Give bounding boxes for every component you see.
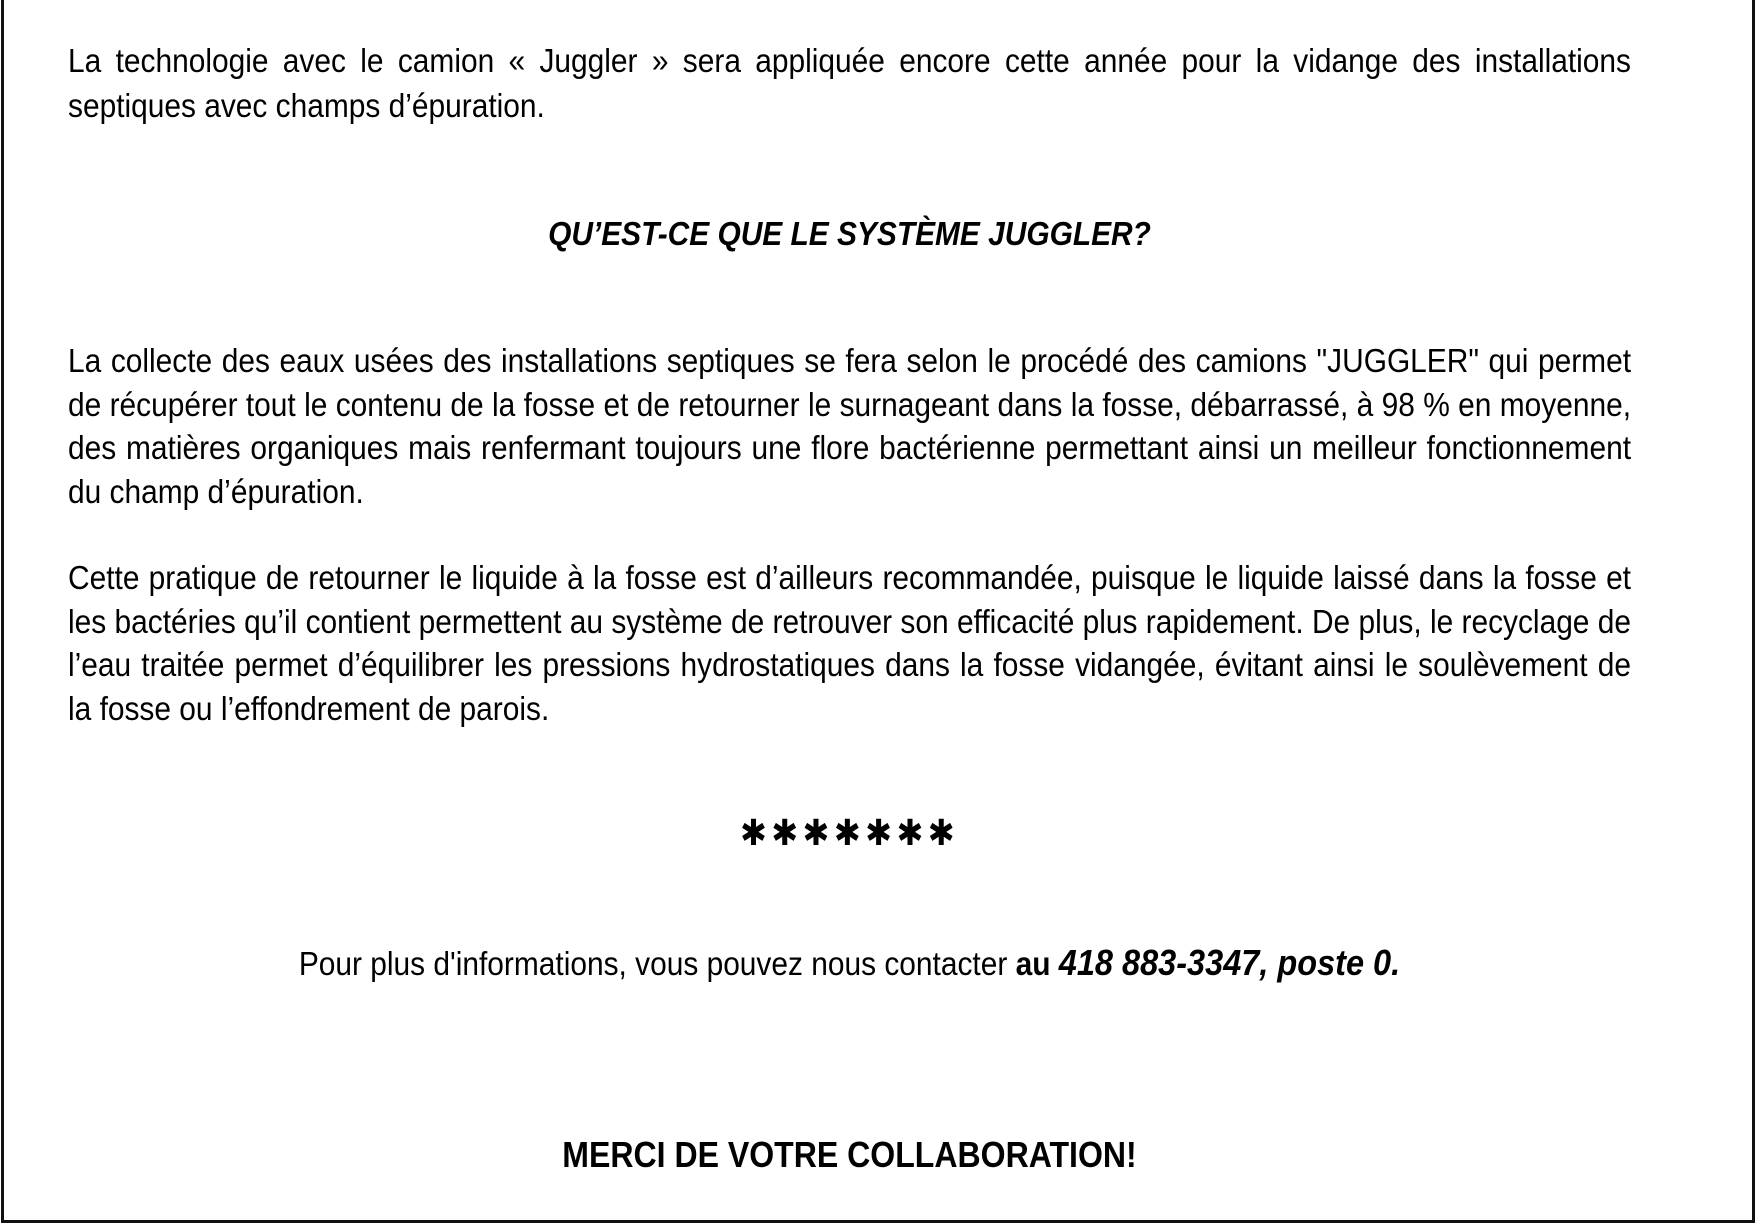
contact-text: Pour plus d'informations, vous pouvez nous contacter (298, 946, 1016, 983)
contact-au: au (1015, 946, 1059, 983)
intro-paragraph: La technologie avec le camion « Juggler » sera appliquée encore cette année pour la vidange des installations septiques avec champs d’épuration. (68, 43, 1631, 125)
content-column (68, 0, 1631, 1224)
closing-message: MERCI DE VOTRE COLLABORATION! (562, 1134, 1137, 1175)
collecte-paragraph: La collecte des eaux usées des installations septiques se fera selon le procédé des camions "JUGGLER" qui permet de récupérer tout le contenu de la fosse et de retourner le surnageant dans la fosse, débarrassé, à 98 % en moyenne, des matières organiques mais renfermant toujours une flore bactérienne permettant ainsi un meilleur fonctionnement du champ d’épuration. (68, 343, 1631, 512)
contact-phone-number: 418 883-3347, poste 0. (1058, 942, 1401, 983)
contact-line (68, 939, 1631, 989)
section-heading: QU’EST-CE QUE LE SYSTÈME JUGGLER? (548, 216, 1151, 253)
pratique-paragraph: Cette pratique de retourner le liquide à la fosse est d’ailleurs recommandée, puisque le liquide laissé dans la fosse et les bactéries qu’il contient permettent au système de retrouver son efficacité plus rapidement. De plus, le recyclage de l’eau traitée permet d’équilibrer les pressions hydrostatiques dans la fosse vidangée, évitant ainsi le soulèvement de la fosse ou l’effondrement de parois. (68, 560, 1631, 729)
separator-asterisks: ✱✱✱✱✱✱✱ (739, 813, 960, 854)
